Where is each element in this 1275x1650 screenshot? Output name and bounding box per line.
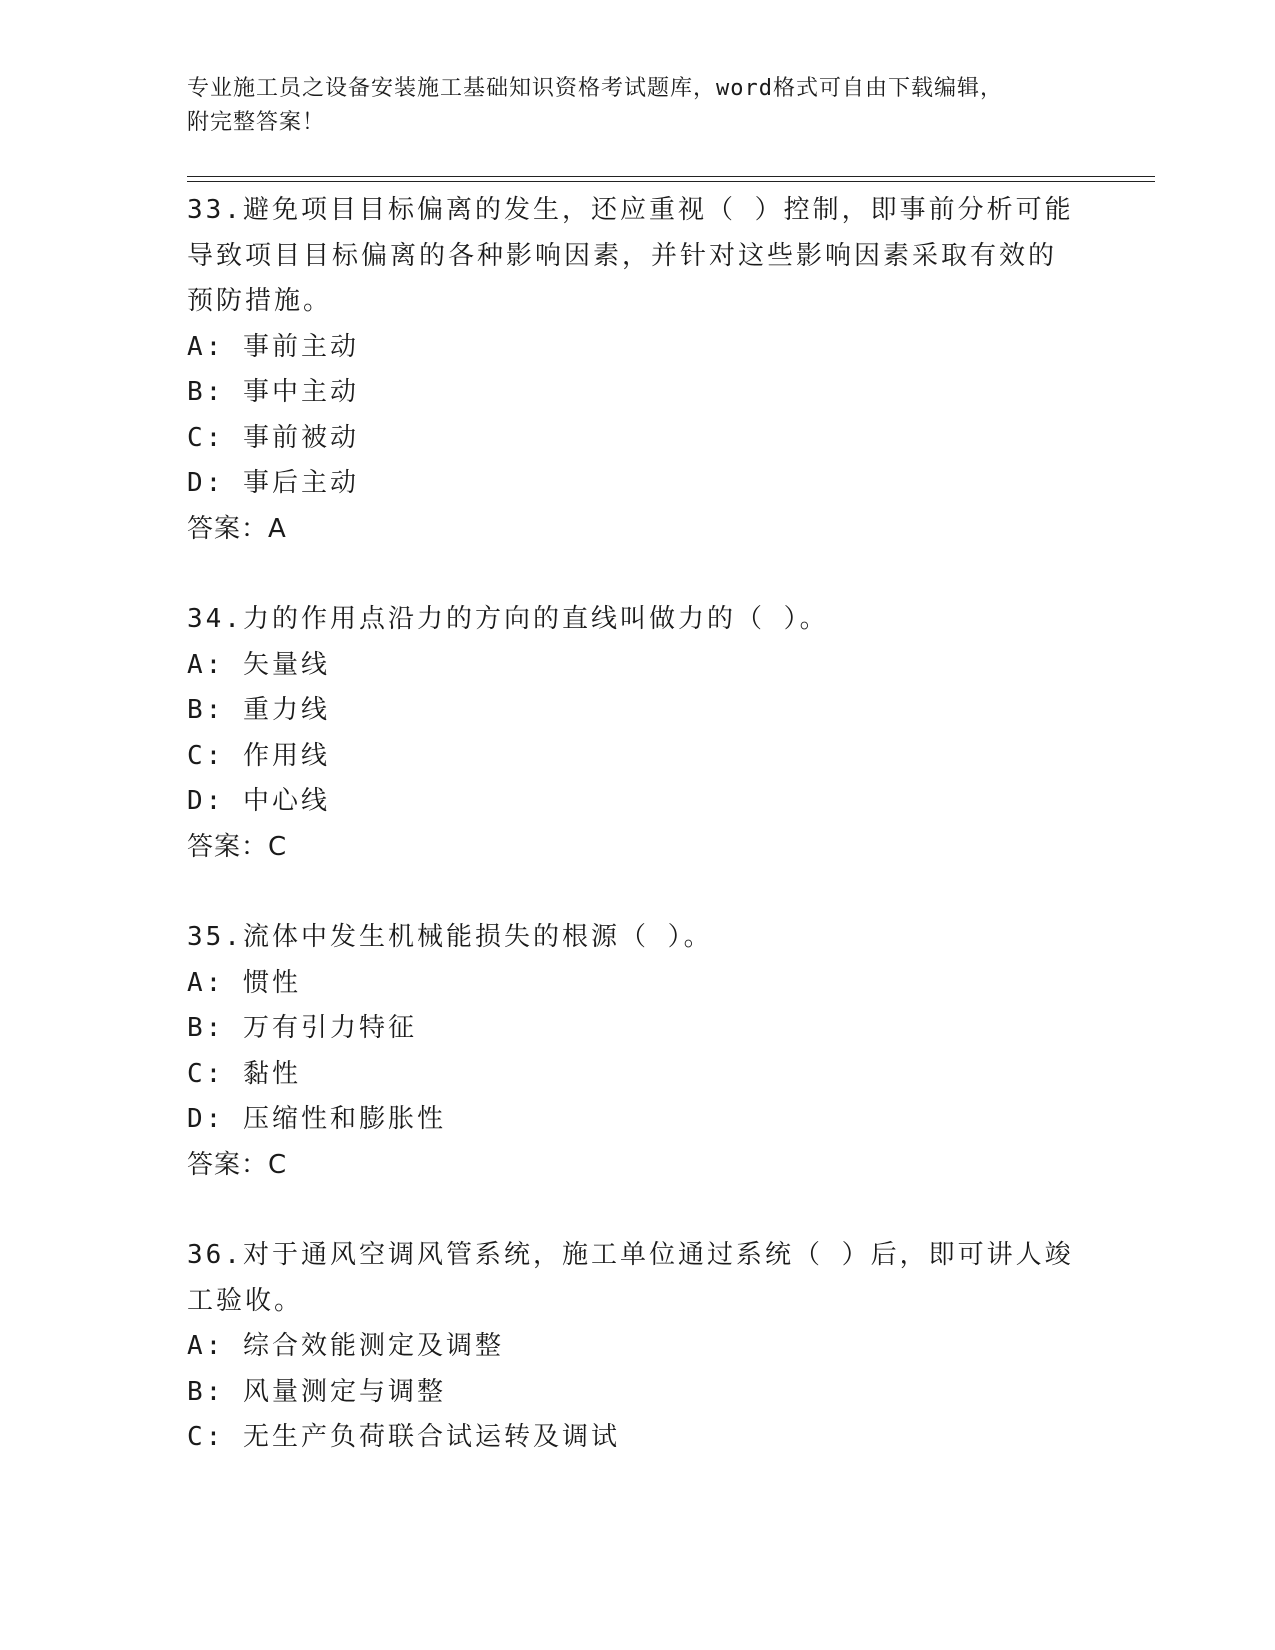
question-34 [187, 597, 1067, 870]
option-d: D: 压缩性和膨胀性 [187, 1104, 446, 1134]
option-c: C: 事前被动 [187, 422, 359, 453]
option-a: A: 惯性 [187, 967, 301, 998]
question-stem-line: 34.力的作用点沿力的方向的直线叫做力的（ ）。 [187, 604, 829, 634]
option-b: B: 事中主动 [187, 377, 359, 407]
option-b: B: 万有引力特征 [187, 1013, 417, 1043]
option-d: D: 中心线 [187, 786, 330, 816]
option-c: C: 无生产负荷联合试运转及调试 [187, 1422, 620, 1452]
question-list [187, 188, 1074, 1461]
document-header [187, 72, 1067, 140]
question-stem-line: 33.避免项目目标偏离的发生，还应重视（ ）控制，即事前分析可能 [187, 195, 1074, 225]
question-stem-line: 工验收。 [187, 1285, 304, 1316]
answer-label: 答案：C [187, 1149, 288, 1180]
answer-label: 答案：C [187, 831, 288, 862]
question-stem-line: 36.对于通风空调风管系统，施工单位通过系统（ ）后，即可讲人竣 [187, 1240, 1074, 1270]
option-d: D: 事后主动 [187, 468, 359, 498]
question-33 [187, 188, 1074, 552]
header-divider-top [187, 176, 1155, 177]
answer-label: 答案：A [187, 513, 287, 544]
header-divider-bottom [187, 181, 1155, 182]
option-b: B: 风量测定与调整 [187, 1376, 446, 1407]
option-b: B: 重力线 [187, 695, 330, 725]
question-stem-line: 预防措施。 [187, 286, 333, 316]
header-line-2: 附完整答案！ [187, 110, 326, 135]
header-line-1: 专业施工员之设备安装施工基础知识资格考试题库，word格式可自由下载编辑， [187, 76, 1003, 101]
question-36 [187, 1233, 1074, 1461]
option-a: A: 事前主动 [187, 331, 359, 362]
option-c: C: 作用线 [187, 740, 330, 771]
question-stem-line: 导致项目目标偏离的各种影响因素，并针对这些影响因素采取有效的 [187, 240, 1058, 271]
option-a: A: 矢量线 [187, 649, 330, 680]
option-c: C: 黏性 [187, 1058, 301, 1089]
question-stem-line: 35.流体中发生机械能损失的根源（ ）。 [187, 922, 713, 952]
question-35 [187, 915, 1067, 1188]
option-a: A: 综合效能测定及调整 [187, 1331, 504, 1361]
